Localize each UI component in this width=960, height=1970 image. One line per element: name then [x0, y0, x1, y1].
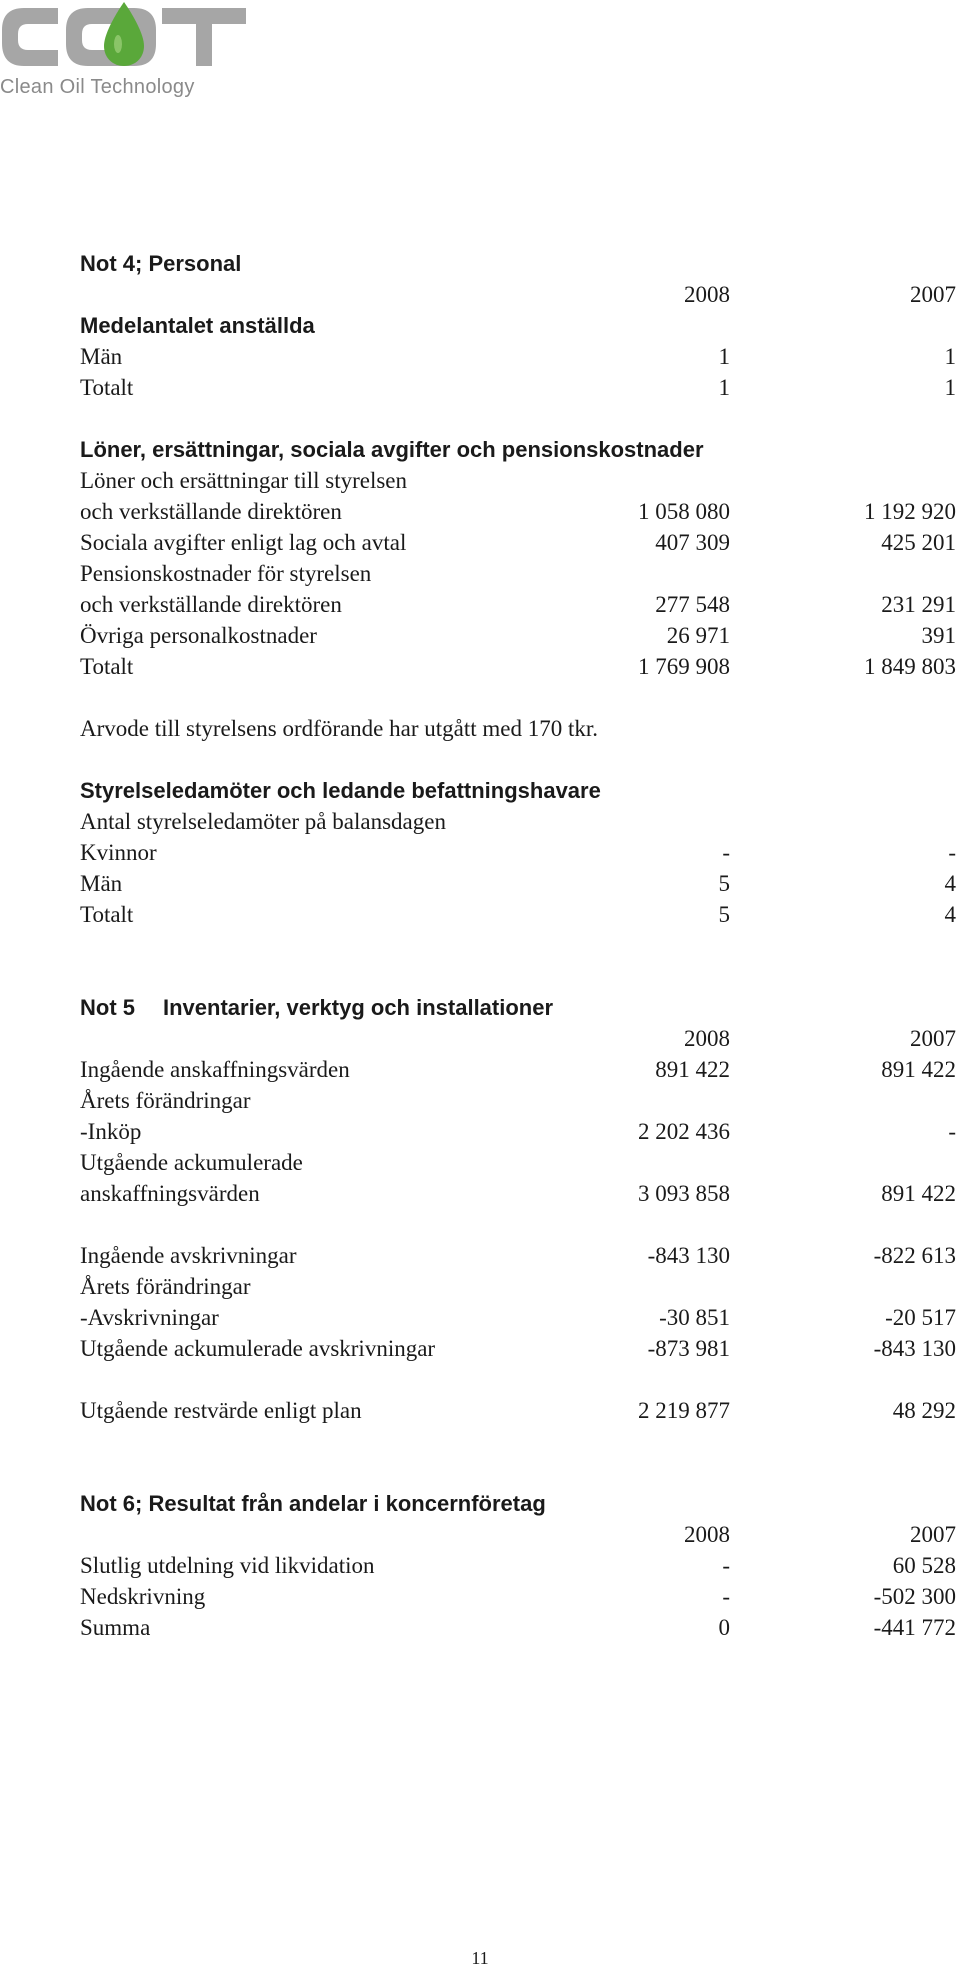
row-label: -Avskrivningar [80, 1305, 219, 1330]
row-label: Löner och ersättningar till styrelsen [80, 468, 408, 493]
year-2007-label: 2007 [910, 1026, 956, 1051]
table-row [80, 496, 956, 527]
note4-year-header [80, 279, 956, 310]
employees-heading: Medelantalet anställda [80, 313, 315, 338]
value-2007: 425 201 [881, 530, 956, 555]
table-row [80, 837, 956, 868]
value-2008: - [722, 840, 730, 865]
table-row [80, 1147, 956, 1178]
page-number: 11 [471, 1948, 489, 1968]
row-label: Män [80, 344, 123, 369]
year-2008-label: 2008 [684, 282, 730, 307]
table-row [80, 1333, 956, 1364]
salaries-remark [80, 713, 956, 744]
table-row [80, 1240, 956, 1271]
table-row [80, 1178, 956, 1209]
year-2007-label: 2007 [910, 282, 956, 307]
note5-year-header [80, 1023, 956, 1054]
value-2007: 1 [944, 375, 956, 400]
value-2008: 277 548 [655, 592, 730, 617]
value-2008: 1 [718, 375, 730, 400]
row-label: Sociala avgifter enligt lag och avtal [80, 530, 407, 555]
row-label: Totalt [80, 375, 134, 400]
table-row-total [80, 1612, 956, 1643]
value-2007: -20 517 [885, 1305, 956, 1330]
value-2008: - [722, 1584, 730, 1609]
value-2007: 1 [944, 344, 956, 369]
remark-text: Arvode till styrelsens ordförande har utgått med 170 tkr. [80, 716, 599, 741]
row-label: och verkställande direktören [80, 592, 342, 617]
row-label: Totalt [80, 902, 134, 927]
row-label: och verkställande direktören [80, 499, 342, 524]
value-2007: -441 772 [873, 1615, 956, 1640]
row-label: Ingående avskrivningar [80, 1243, 297, 1268]
table-row [80, 558, 956, 589]
board-heading: Styrelseledamöter och ledande befattningshavare [80, 778, 601, 803]
table-row [80, 1085, 956, 1116]
row-label: Utgående restvärde enligt plan [80, 1398, 362, 1423]
value-2007: 891 422 [881, 1057, 956, 1082]
table-row [80, 1116, 956, 1147]
value-2007: 48 292 [892, 1398, 956, 1423]
note6-year-header [80, 1519, 956, 1550]
value-2008: 0 [718, 1615, 730, 1640]
value-2007: -502 300 [873, 1584, 956, 1609]
value-2007: -822 613 [873, 1243, 956, 1268]
row-label: Män [80, 871, 123, 896]
table-row [80, 1550, 956, 1581]
table-row-total [80, 899, 956, 930]
row-label: Slutlig utdelning vid likvidation [80, 1553, 375, 1578]
logo-tagline: Clean Oil Technology [0, 76, 195, 98]
year-2008-label: 2008 [684, 1026, 730, 1051]
row-label: Summa [80, 1615, 151, 1640]
row-label: Nedskrivning [80, 1584, 206, 1609]
note4-title: Not 4; Personal [80, 251, 242, 276]
table-row [80, 1271, 956, 1302]
note6-title: Not 6; Resultat från andelar i koncernföretag [80, 1491, 546, 1516]
row-label: Utgående ackumulerade [80, 1150, 303, 1175]
table-row [80, 1581, 956, 1612]
value-2008: 1 769 908 [638, 654, 730, 679]
table-row [80, 806, 956, 837]
value-2007: -843 130 [873, 1336, 956, 1361]
value-2007: - [948, 840, 956, 865]
row-label: anskaffningsvärden [80, 1181, 260, 1206]
table-row [80, 589, 956, 620]
table-row-total [80, 1395, 956, 1426]
value-2007: 231 291 [881, 592, 956, 617]
table-row-total [80, 651, 956, 682]
row-label: Ingående anskaffningsvärden [80, 1057, 350, 1082]
value-2008: -843 130 [647, 1243, 730, 1268]
value-2007: 391 [921, 623, 956, 648]
table-row [80, 372, 956, 403]
year-2007-label: 2007 [910, 1522, 956, 1547]
value-2007: 1 192 920 [864, 499, 956, 524]
row-label: Antal styrelseledamöter på balansdagen [80, 809, 446, 834]
value-2008: 1 058 080 [638, 499, 730, 524]
row-label: -Inköp [80, 1119, 142, 1144]
row-label: Årets förändringar [80, 1088, 251, 1113]
table-row [80, 465, 956, 496]
value-2007: - [948, 1119, 956, 1144]
value-2008: - [722, 1553, 730, 1578]
note5-title-text: Inventarier, verktyg och installationer [163, 995, 554, 1020]
note5-title [80, 992, 956, 1023]
page-content [80, 248, 956, 1643]
value-2007: 4 [944, 871, 956, 896]
value-2008: 26 971 [666, 623, 730, 648]
value-2008: 1 [718, 344, 730, 369]
value-2008: 3 093 858 [638, 1181, 730, 1206]
value-2008: 2 202 436 [638, 1119, 730, 1144]
value-2008: 5 [718, 871, 730, 896]
row-label: Kvinnor [80, 840, 157, 865]
value-2008: 5 [718, 902, 730, 927]
value-2008: 407 309 [655, 530, 730, 555]
table-row [80, 341, 956, 372]
value-2007: 891 422 [881, 1181, 956, 1206]
value-2007: 4 [944, 902, 956, 927]
table-row [80, 527, 956, 558]
year-2008-label: 2008 [684, 1522, 730, 1547]
value-2008: 2 219 877 [638, 1398, 730, 1423]
value-2008: -873 981 [647, 1336, 730, 1361]
table-row [80, 1054, 956, 1085]
table-row [80, 620, 956, 651]
value-2007: 1 849 803 [864, 654, 956, 679]
salaries-heading: Löner, ersättningar, sociala avgifter och pensionskostnader [80, 437, 704, 462]
row-label: Totalt [80, 654, 134, 679]
value-2008: -30 851 [659, 1305, 730, 1330]
value-2007: 60 528 [892, 1553, 956, 1578]
row-label: Pensionskostnader för styrelsen [80, 561, 372, 586]
row-label: Övriga personalkostnader [80, 623, 317, 648]
table-row [80, 868, 956, 899]
row-label: Årets förändringar [80, 1274, 251, 1299]
value-2008: 891 422 [655, 1057, 730, 1082]
row-label: Utgående ackumulerade avskrivningar [80, 1336, 436, 1361]
note5-number: Not 5 [80, 995, 135, 1020]
table-row [80, 1302, 956, 1333]
